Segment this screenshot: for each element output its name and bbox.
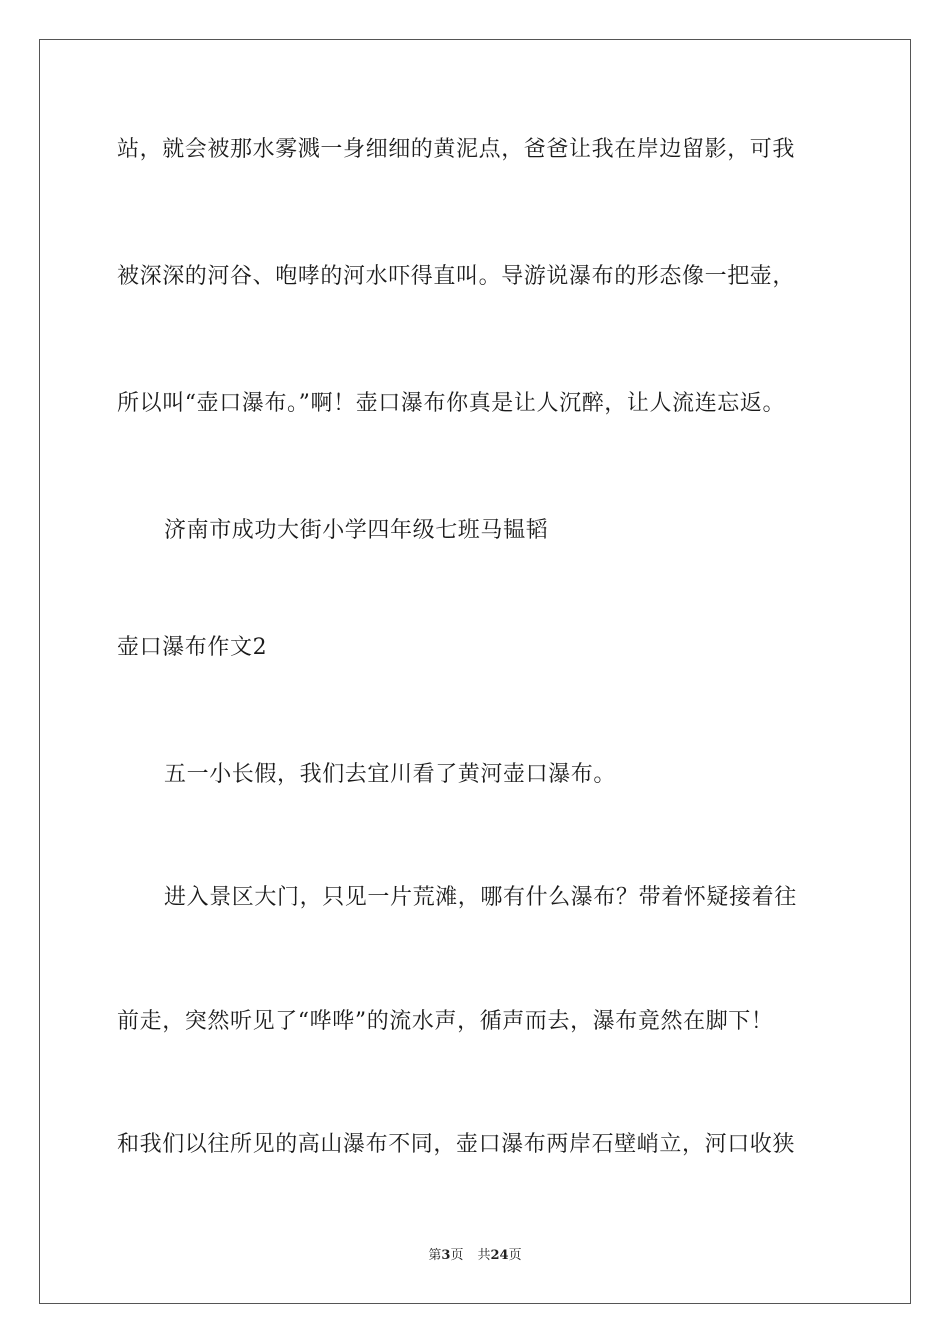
paragraph-line: 前走，突然听见了“哗哗”的流水声，循声而去，瀑布竟然在脚下！	[117, 1009, 774, 1034]
paragraph-line: 被深深的河谷、咆哮的河水吓得直叫。导游说瀑布的形态像一把壶，	[117, 264, 796, 289]
page-border	[39, 39, 911, 1304]
total-prefix: 共	[477, 1248, 491, 1263]
total-suffix: 页	[508, 1248, 522, 1263]
section-heading: 壶口瀑布作文2	[117, 635, 268, 660]
paragraph-line: 进入景区大门，只见一片荒滩，哪有什么瀑布？带着怀疑接着往	[164, 885, 797, 910]
paragraph-line: 站，就会被那水雾溅一身细细的黄泥点，爸爸让我在岸边留影，可我	[117, 137, 796, 162]
paragraph-line: 五一小长假，我们去宜川看了黄河壶口瀑布。	[164, 762, 617, 787]
paragraph-line: 所以叫“壶口瀑布。”啊！壶口瀑布你真是让人沉醉，让人流连忘返。	[117, 391, 786, 416]
page-number: 3	[441, 1248, 451, 1263]
page-prefix: 第	[428, 1248, 442, 1263]
page-footer	[0, 1247, 950, 1265]
author-line: 济南市成功大街小学四年级七班马韫韬	[164, 518, 549, 543]
total-pages: 24	[490, 1248, 509, 1263]
paragraph-line: 和我们以往所见的高山瀑布不同，壶口瀑布两岸石壁峭立，河口收狭	[117, 1132, 796, 1157]
page-suffix: 页	[450, 1248, 464, 1263]
